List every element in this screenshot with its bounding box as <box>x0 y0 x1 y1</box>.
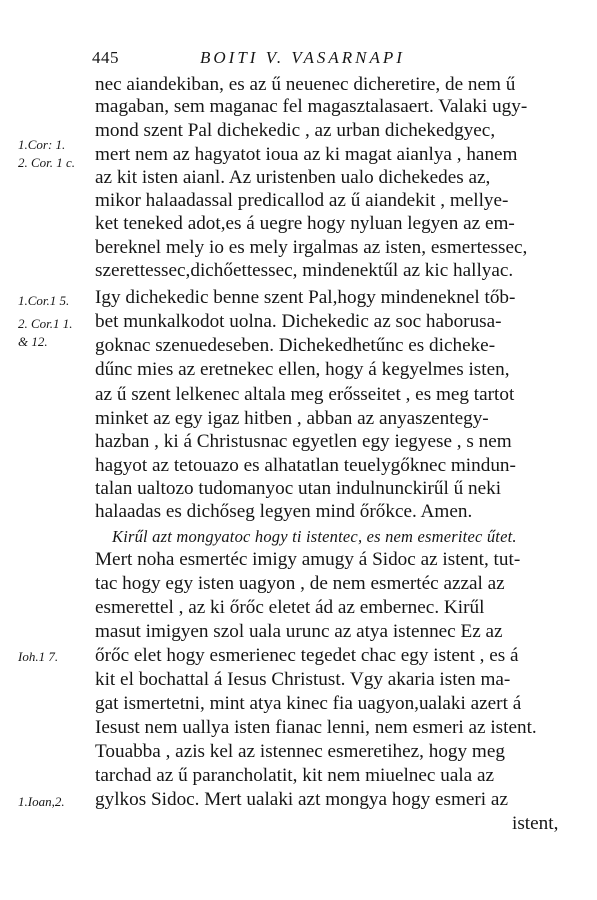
text-line: mert nem az hagyatot ioua az ki magat aianlya , hanem <box>95 144 518 165</box>
margin-note: 1.Ioan,2. <box>18 794 65 809</box>
text-line: dűnc mies az eretnekec ellen, hogy á kegyelmes isten, <box>95 359 510 380</box>
margin-note: 2. Cor. 1 c. <box>18 155 76 170</box>
text-line: tac hogy egy isten uagyon , de nem esmertéc azzal az <box>95 573 505 594</box>
margin-note: Ioh.1 7. <box>18 649 59 664</box>
text-line: szerettessec,dichőettessec, mindenektűl az kic hallyac. <box>95 260 514 281</box>
text-line: talan ualtozo tudomanyoc utan indulnunckirűl ű neki <box>95 478 502 499</box>
text-line: mond szent Pal dichekedic , az urban dichekedgyec, <box>95 120 496 141</box>
text-line: hagyot az tetouazo es alhatatlan teuelygőknec mindun- <box>95 455 516 476</box>
page-header <box>92 48 572 74</box>
text-line: tarchad az ű parancholatit, kit nem miuelnec uala az <box>95 765 495 786</box>
text-line: istent, <box>512 813 559 834</box>
margin-note: 1.Cor: 1. <box>18 137 66 152</box>
text-line: Iesust nem uallya isten fianac lenni, nem esmeri az istent. <box>95 717 537 738</box>
text-line: hazban , ki á Christusnac egyetlen egy iegyese , s nem <box>95 431 512 452</box>
section-heading: Kirűl azt mongyatoc hogy ti istentec, es nem esmeritec űtet. <box>112 527 517 546</box>
text-line: Igy dichekedic benne szent Pal,hogy mindeneknel tőb- <box>95 287 516 308</box>
running-title: BOITI V. VASARNAPI <box>200 48 405 67</box>
text-line: nec aiandekiban, es az ű neuenec dicheretire, de nem ű <box>95 74 516 95</box>
text-line: gat ismertetni, mint atya kinec fia uagyon,ualaki azert á <box>95 693 522 714</box>
text-line: az ű szent lelkenec altala meg erősseitet , es meg tartot <box>95 384 515 405</box>
text-line: őrőc elet hogy esmerienec tegedet chac egy istent , es á <box>95 645 519 666</box>
margin-note: & 12. <box>18 334 48 349</box>
text-line: bereknel mely io es mely irgalmas az isten, esmertessec, <box>95 237 528 258</box>
margin-note: 2. Cor.1 1. <box>18 316 73 331</box>
text-line: kit el bochattal á Iesus Christust. Vgy akaria isten ma- <box>95 669 511 690</box>
text-line: minket az egy igaz hitben , abban az anyaszentegy- <box>95 408 489 429</box>
text-line: masut imigyen szol uala urunc az atya istennec Ez az <box>95 621 503 642</box>
margin-note: 1.Cor.1 5. <box>18 293 70 308</box>
text-line: Touabba , azis kel az istennec esmeretihez, hogy meg <box>95 741 505 762</box>
text-line: esmerettel , az ki őrőc eletet ád az embernec. Kirűl <box>95 597 485 618</box>
text-line: az kit isten aianl. Az uristenben ualo dichekedes az, <box>95 167 491 188</box>
text-line: Mert noha esmertéc imigy amugy á Sidoc az istent, tut- <box>95 549 521 570</box>
text-line: goknac szenuedeseben. Dichekedhetűnc es dicheke- <box>95 335 496 356</box>
text-line: gylkos Sidoc. Mert ualaki azt mongya hogy esmeri az <box>95 789 508 810</box>
page-number: 445 <box>92 48 119 67</box>
text-line: bet munkalkodot uolna. Dichekedic az soc haborusa- <box>95 311 502 332</box>
text-line: halaadas es dichőseg legyen mind őrőkce. Amen. <box>95 501 473 522</box>
text-line: magaban, sem maganac fel magasztalasaert. Valaki ugy- <box>95 96 528 117</box>
text-line: ket teneked adot,es á uegre hogy nyluan legyen az em- <box>95 213 515 234</box>
text-line: mikor halaadassal predicallod az ű aiandekit , mellye- <box>95 190 509 211</box>
